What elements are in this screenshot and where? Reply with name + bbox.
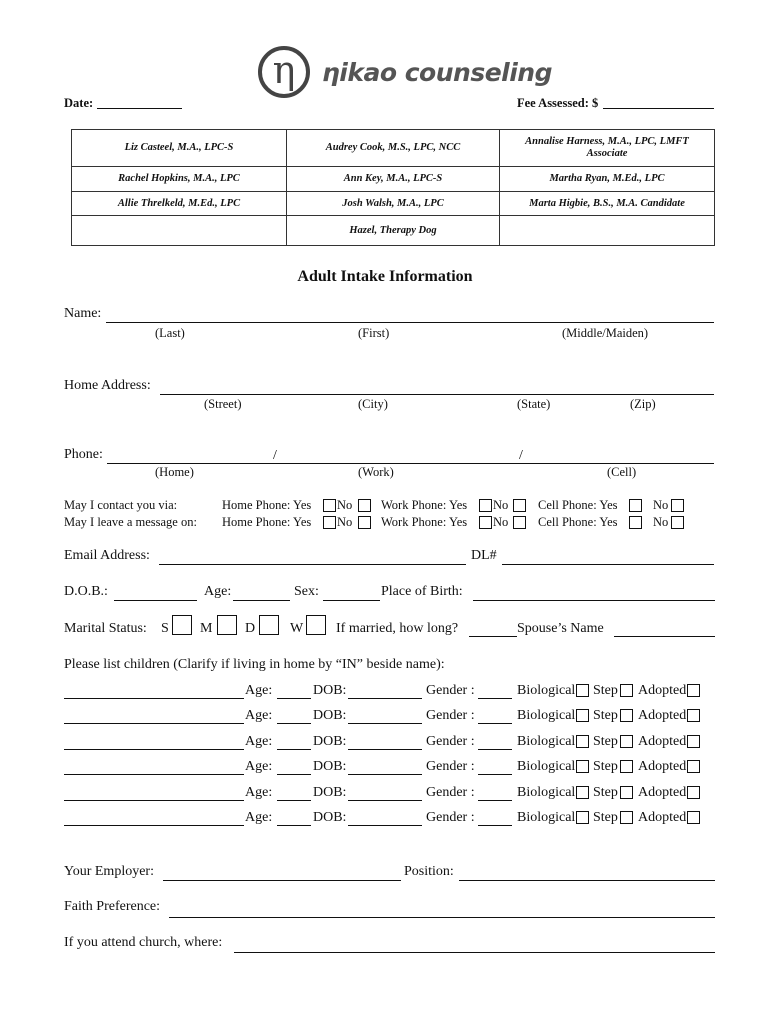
contact-cell-no-checkbox[interactable] [671,499,684,512]
contact-cell-phone-label: Cell Phone: Yes [538,498,618,512]
birthplace-field[interactable] [473,600,715,601]
spouse-name-field[interactable] [614,636,715,637]
child-step-label: Step [593,785,618,800]
contact-work-yes-checkbox[interactable] [479,499,492,512]
dob-field[interactable] [114,600,197,601]
dl-field[interactable] [502,564,714,565]
child-dob-label: DOB: [313,785,347,800]
child-gender-label: Gender : [426,708,475,723]
child-biological-label: Biological [517,810,576,825]
faith-field[interactable] [169,917,715,918]
child-adopted-label: Adopted [638,785,687,800]
phone-work-caption: (Work) [358,465,394,479]
child-step-checkbox[interactable] [620,735,633,748]
child-age-field[interactable] [277,774,311,775]
child-biological-checkbox[interactable] [576,760,589,773]
child-gender-label: Gender : [426,759,475,774]
church-label: If you attend church, where: [64,935,223,950]
marital-d-checkbox[interactable] [259,615,279,635]
address-state-caption: (State) [517,397,551,411]
spouse-name-label: Spouse’s Name [517,621,604,636]
staff-cell: Josh Walsh, M.A., LPC [287,192,500,216]
staff-cell: Annalise Harness, M.A., LPC, LMFT Associate [500,130,715,167]
child-step-label: Step [593,708,618,723]
name-last-caption: (Last) [155,326,185,340]
no-label: No [493,515,509,529]
child-adopted-checkbox[interactable] [687,811,700,824]
child-gender-label: Gender : [426,785,475,800]
message-home-no-checkbox[interactable] [358,516,371,529]
child-adopted-label: Adopted [638,810,687,825]
phone-home-caption: (Home) [155,465,194,479]
child-step-checkbox[interactable] [620,811,633,824]
staff-table [71,129,715,246]
staff-cell: Marta Higbie, B.S., M.A. Candidate [500,192,715,216]
sex-label: Sex: [294,584,319,599]
children-prompt: Please list children (Clarify if living in home by “IN” beside name): [64,657,445,672]
child-gender-field[interactable] [478,825,512,826]
child-biological-label: Biological [517,785,576,800]
dl-label: DL# [471,548,497,563]
marital-d-label: D [245,621,256,636]
child-dob-label: DOB: [313,734,347,749]
child-adopted-label: Adopted [638,683,687,698]
child-dob-field[interactable] [348,800,422,801]
child-dob-field[interactable] [348,749,422,750]
message-label: May I leave a message on: [64,515,197,529]
child-name-field[interactable] [64,698,244,699]
child-name-field[interactable] [64,749,244,750]
child-age-label: Age: [245,810,273,825]
date-field[interactable] [97,108,182,109]
child-dob-field[interactable] [348,723,422,724]
employer-field[interactable] [163,880,401,881]
position-label: Position: [404,864,454,879]
child-step-label: Step [593,810,618,825]
child-dob-field[interactable] [348,698,422,699]
child-gender-label: Gender : [426,810,475,825]
message-work-no-checkbox[interactable] [513,516,526,529]
address-street-caption: (Street) [204,397,242,411]
contact-work-no-checkbox[interactable] [513,499,526,512]
staff-cell: Rachel Hopkins, M.A., LPC [72,167,287,192]
child-age-field[interactable] [277,698,311,699]
child-dob-label: DOB: [313,759,347,774]
message-cell-no-checkbox[interactable] [671,516,684,529]
contact-home-no-checkbox[interactable] [358,499,371,512]
address-city-caption: (City) [358,397,388,411]
faith-label: Faith Preference: [64,899,161,914]
child-biological-label: Biological [517,759,576,774]
child-dob-label: DOB: [313,810,347,825]
child-gender-label: Gender : [426,734,475,749]
child-age-label: Age: [245,759,273,774]
name-field[interactable] [106,322,714,323]
marital-label: Marital Status: [64,621,147,636]
contact-home-yes-checkbox[interactable] [323,499,336,512]
marital-s-label: S [161,621,169,636]
email-field[interactable] [159,564,466,565]
child-biological-label: Biological [517,708,576,723]
child-step-checkbox[interactable] [620,786,633,799]
birthplace-label: Place of Birth: [381,584,463,599]
child-step-checkbox[interactable] [620,684,633,697]
page-title: Adult Intake Information [297,268,473,285]
child-adopted-checkbox[interactable] [687,735,700,748]
staff-cell: Allie Threlkeld, M.Ed., LPC [72,192,287,216]
child-age-label: Age: [245,785,273,800]
marital-w-label: W [290,621,304,636]
message-cell-phone-label: Cell Phone: Yes [538,515,618,529]
child-dob-label: DOB: [313,683,347,698]
child-adopted-label: Adopted [638,708,687,723]
message-work-yes-checkbox[interactable] [479,516,492,529]
contact-cell-yes-checkbox[interactable] [629,499,642,512]
child-gender-field[interactable] [478,698,512,699]
staff-cell [72,216,287,246]
staff-cell: Audrey Cook, M.S., LPC, NCC [287,130,500,167]
phone-label: Phone: [64,447,103,462]
child-name-field[interactable] [64,774,244,775]
position-field[interactable] [459,880,715,881]
logo-glyph: η [272,48,296,92]
child-age-label: Age: [245,683,273,698]
age-field[interactable] [233,600,290,601]
phone-field[interactable] [107,463,714,464]
child-dob-field[interactable] [348,825,422,826]
dob-label: D.O.B.: [64,584,108,599]
age-label: Age: [204,584,232,599]
name-middle-caption: (Middle/Maiden) [562,326,649,340]
message-work-phone-label: Work Phone: Yes [381,515,468,529]
no-label: No [493,498,509,512]
no-label: No [337,498,353,512]
child-name-field[interactable] [64,723,244,724]
child-gender-field[interactable] [478,774,512,775]
phone-cell-caption: (Cell) [607,465,637,479]
employer-label: Your Employer: [64,864,154,879]
child-step-label: Step [593,683,618,698]
married-how-long-field[interactable] [469,636,517,637]
child-age-label: Age: [245,734,273,749]
child-age-field[interactable] [277,825,311,826]
child-biological-checkbox[interactable] [576,786,589,799]
child-adopted-label: Adopted [638,759,687,774]
child-biological-checkbox[interactable] [576,709,589,722]
child-adopted-label: Adopted [638,734,687,749]
staff-row [72,192,715,216]
no-label: No [653,515,669,529]
phone-separator: / [519,448,523,463]
staff-row [72,216,715,246]
marital-m-label: M [200,621,213,636]
child-step-label: Step [593,759,618,774]
sex-field[interactable] [323,600,380,601]
address-label: Home Address: [64,378,151,393]
staff-cell: Ann Key, M.A., LPC-S [287,167,500,192]
staff-row [72,130,715,167]
child-biological-checkbox[interactable] [576,811,589,824]
staff-cell [500,216,715,246]
child-biological-label: Biological [517,734,576,749]
address-zip-caption: (Zip) [630,397,656,411]
staff-cell: Hazel, Therapy Dog [287,216,500,246]
contact-home-phone-label: Home Phone: Yes [222,498,312,512]
child-adopted-checkbox[interactable] [687,709,700,722]
child-biological-label: Biological [517,683,576,698]
child-age-field[interactable] [277,723,311,724]
message-home-yes-checkbox[interactable] [323,516,336,529]
child-dob-field[interactable] [348,774,422,775]
date-label: Date: [64,96,94,110]
no-label: No [337,515,353,529]
child-adopted-checkbox[interactable] [687,760,700,773]
phone-separator: / [273,448,277,463]
child-dob-label: DOB: [313,708,347,723]
message-home-phone-label: Home Phone: Yes [222,515,312,529]
child-step-checkbox[interactable] [620,760,633,773]
staff-row [72,167,715,192]
child-name-field[interactable] [64,800,244,801]
married-how-long-label: If married, how long? [336,621,459,636]
child-age-label: Age: [245,708,273,723]
name-label: Name: [64,306,102,321]
child-gender-field[interactable] [478,723,512,724]
fee-field[interactable] [603,108,714,109]
child-biological-checkbox[interactable] [576,684,589,697]
name-first-caption: (First) [358,326,390,340]
message-cell-yes-checkbox[interactable] [629,516,642,529]
child-name-field[interactable] [64,825,244,826]
no-label: No [653,498,669,512]
child-step-checkbox[interactable] [620,709,633,722]
child-adopted-checkbox[interactable] [687,786,700,799]
child-gender-field[interactable] [478,800,512,801]
staff-cell: Liz Casteel, M.A., LPC-S [72,130,287,167]
logo-text: ηikao counseling [322,58,553,87]
child-adopted-checkbox[interactable] [687,684,700,697]
child-age-field[interactable] [277,749,311,750]
address-field[interactable] [160,394,714,395]
child-age-field[interactable] [277,800,311,801]
email-label: Email Address: [64,548,150,563]
marital-s-checkbox[interactable] [172,615,192,635]
church-field[interactable] [234,952,715,953]
child-gender-field[interactable] [478,749,512,750]
contact-label: May I contact you via: [64,498,178,512]
child-gender-label: Gender : [426,683,475,698]
contact-work-phone-label: Work Phone: Yes [381,498,468,512]
fee-label: Fee Assessed: $ [517,96,599,110]
child-step-label: Step [593,734,618,749]
marital-w-checkbox[interactable] [306,615,326,635]
logo-mark [258,46,310,98]
marital-m-checkbox[interactable] [217,615,237,635]
staff-cell: Martha Ryan, M.Ed., LPC [500,167,715,192]
child-biological-checkbox[interactable] [576,735,589,748]
